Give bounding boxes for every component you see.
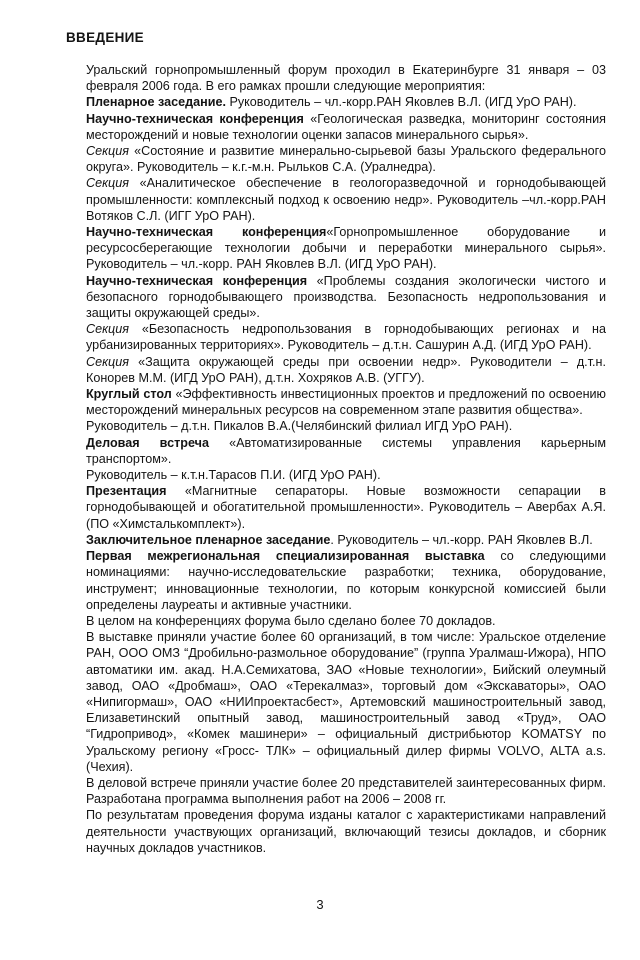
conference-geology-text: «Геологическая разведка, мониторинг состояния месторождений и новые технологии оценки запасов минерального сырья». <box>86 111 606 142</box>
business-meeting <box>66 435 606 467</box>
plenary-label: Пленарное заседание. <box>86 95 226 110</box>
section-mineral-base <box>66 143 606 175</box>
round-table <box>66 386 606 418</box>
section-subsoil-safety-text: «Безопасность недропользования в горнодобывающих регионах и на урбанизированных территориях». Руководитель – д.т.н. Сашурин А.Д. (ИГД УрО РАН). <box>86 322 606 353</box>
exhibition <box>66 548 606 613</box>
presentation <box>66 483 606 532</box>
section-analytics <box>66 175 606 224</box>
exhibition-text: со следующими номинациями: научно-исследовательские разработки; техника, оборудование, инструмент; инновационные технологии, по которым конкурсной комиссией были определены лауреаты и активные участники. <box>86 549 606 612</box>
exhibition-participants: В выставке приняли участие более 60 организаций, в том числе: Уральское отделение РАН, ООО ОМЗ “Дробильно-размольное оборудование” (группа Уралмаш-Ижора), НПО автоматики им. акад. Н.А.Семихатова, ЗАО «Новые технологии», Бийский олеумный завод, ОАО «Дробмаш», ОАО «Терекалмаз», торговый дом «Экскаваторы», ОАО «Нипигормаш», ОАО «НИИпроектасбест», Артемовский машиностроительный завод, Елизаветинский опытный завод, машиностроительный завод «Труд», ОАО “Гидропривод», «Комек машинери» – официальный дистрибьютор KOMATSY по Уральскому региону «Гросс- ТЛК» – официальный дилер фирмы VOLVO, ALTA a.s. (Чехия). <box>86 630 606 774</box>
section-environment-label: Секция <box>86 354 129 369</box>
section-analytics-label: Секция <box>86 176 129 191</box>
closing-plenary-label: Заключительное пленарное заседание <box>86 532 331 547</box>
business-meeting-text: «Автоматизированные системы управления карьерным транспортом». <box>86 435 606 466</box>
intro-paragraph: Уральский горнопромышленный форум проходил в Екатеринбурге 31 января – 03 февраля 2006 года. В его рамках прошли следующие мероприятия: <box>86 63 606 94</box>
presentation-label: Презентация <box>86 484 167 499</box>
section-subsoil-safety-label: Секция <box>86 322 129 337</box>
conference-geology <box>66 111 606 143</box>
closing-plenary-text: . Руководитель – чл.-корр. РАН Яковлев В.Л. <box>330 532 593 547</box>
page-number: 3 <box>316 897 324 912</box>
plenary-session <box>66 94 606 110</box>
section-environment <box>66 354 606 386</box>
business-meeting-lead: Руководитель – к.т.н.Тарасов П.И. (ИГД УрО РАН). <box>86 468 381 483</box>
document-body <box>66 62 606 856</box>
round-table-label: Круглый стол <box>86 387 172 402</box>
section-environment-text: «Защита окружающей среды при освоении недр». Руководители – д.т.н. Конорев М.М. (ИГД УрО РАН), д.т.н. Хохряков А.В. (УГГУ). <box>86 354 606 385</box>
business-meeting-summary: В деловой встрече приняли участие более 20 представителей заинтересованных фирм. Разработана программа выполнения работ на 2006 – 2008 гг. <box>86 775 606 807</box>
conference-equipment-text: «Горнопромышленное оборудование и ресурсосберегающие технологии добычи и переработки минерального сырья». Руководитель – чл.-корр. РАН Яковлев В.Л. (ИГД УрО РАН). <box>86 225 606 272</box>
presentation-text: «Магнитные сепараторы. Новые возможности сепарации в горнодобывающей и обогатительной промышленности». Руководитель – Авербах А.Я. (ПО «Химсталькомплект»). <box>86 484 606 531</box>
reports-summary: В целом на конференциях форума было сделано более 70 докладов. <box>86 613 496 628</box>
conference-ecology-text: «Проблемы создания экологически чистого и безопасного горнодобывающего производства. Безопасность недропользования и защиты окружающей среды». <box>86 273 606 321</box>
section-mineral-base-label: Секция <box>86 144 129 159</box>
section-subsoil-safety <box>66 321 606 353</box>
exhibition-label: Первая межрегиональная специализированная выставка <box>86 549 485 564</box>
conference-ecology-label: Научно-техническая конференция <box>86 273 308 288</box>
round-table-lead: Руководитель – д.т.н. Пикалов В.А.(Челябинский филиал ИГД УрО РАН). <box>86 419 513 434</box>
section-analytics-text: «Аналитическое обеспечение в геологоразведочной и горнодобывающей промышленности: комплексный подход к освоению недр». Руководитель –чл.-корр.РАН Вотяков С.Л. (ИГГ УрО РАН). <box>86 176 606 223</box>
conference-geology-label: Научно-техническая конференция <box>86 111 304 126</box>
conference-ecology <box>66 273 606 322</box>
plenary-text: Руководитель – чл.-корр.РАН Яковлев В.Л. (ИГД УрО РАН). <box>225 95 577 110</box>
round-table-text: «Эффективность инвестиционных проектов и предложений по освоению месторождений минеральных ресурсов на современном этапе развития общества». <box>86 387 607 418</box>
business-meeting-label: Деловая встреча <box>86 435 209 450</box>
section-heading: ВВЕДЕНИЕ <box>66 30 144 45</box>
conference-equipment-label: Научно-техническая конференция <box>86 225 327 240</box>
conference-equipment <box>66 224 606 273</box>
section-mineral-base-text: «Состояние и развитие минерально-сырьевой базы Уральского федерального округа». Руководитель – к.г.-м.н. Рыльков С.А. (Уралнедра). <box>86 144 606 175</box>
closing-plenary <box>66 532 606 548</box>
forum-results: По результатам проведения форума изданы каталог с характеристиками направлений деятельности участвующих организаций, включающий тезисы докладов, и сборник научных докладов участников. <box>86 808 606 855</box>
